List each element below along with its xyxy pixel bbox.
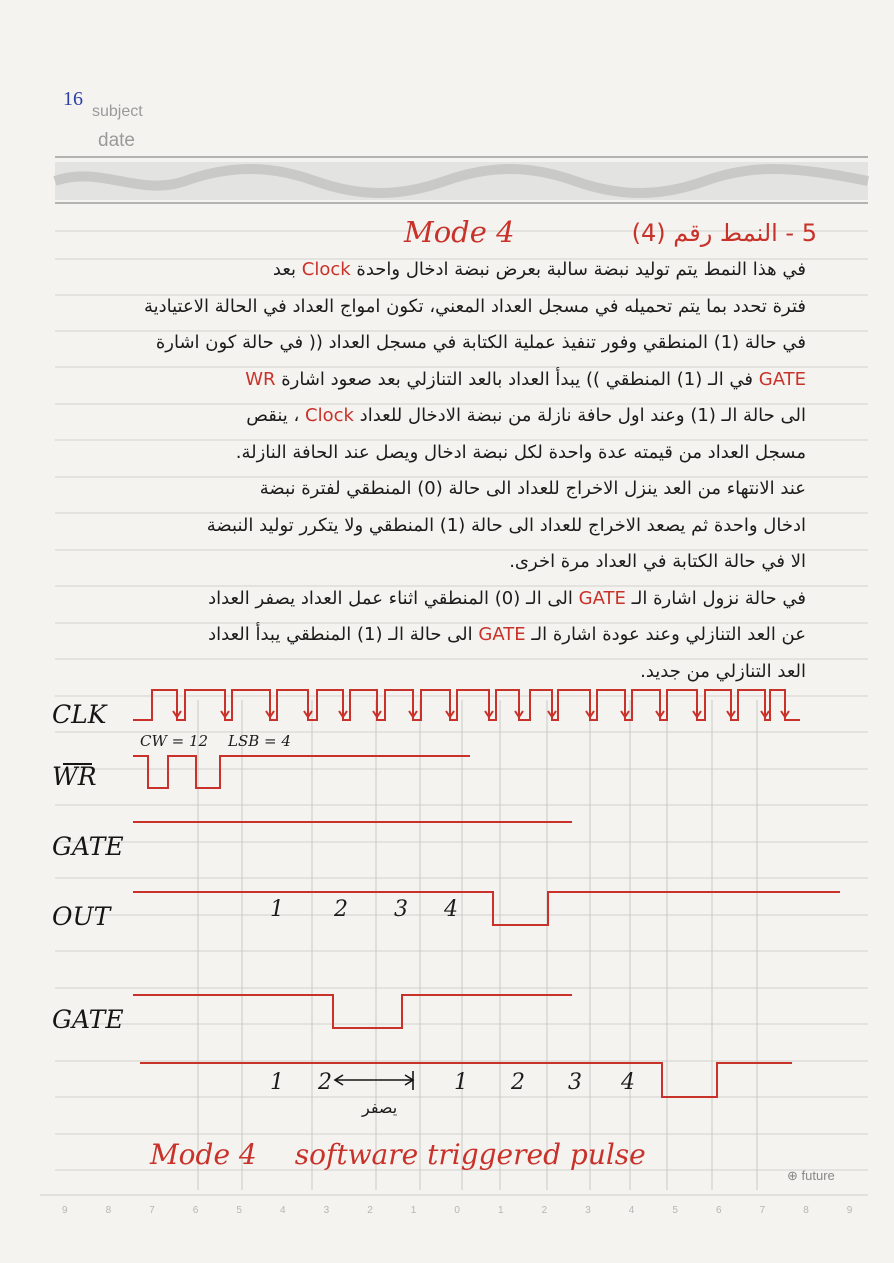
out2-count: 1 — [270, 1070, 284, 1095]
ruler-number: 6 — [716, 1205, 722, 1216]
paragraph-text: فترة تحدد بما يتم تحميله في مسجل العداد المعني، تكون امواج العداد في الحالة الاعتيادية — [143, 295, 806, 317]
paragraph-text: ادخال واحدة ثم يصعد الاخراج للعداد الى حالة (1) المنطقي ولا يتكرر توليد النبضة — [206, 514, 806, 536]
paragraph-text: بعد — [272, 259, 302, 280]
highlighted-term: Clock — [305, 405, 354, 426]
out2-count: 1 — [454, 1070, 468, 1095]
title-english: Mode 4 — [404, 215, 515, 249]
highlighted-term: GATE — [758, 368, 806, 390]
paragraph-text: الى الـ (0) المنطقي اثناء عمل العداد يصفر العداد — [208, 587, 579, 609]
paragraph-text: في حالة (1) المنطقي وفور تنفيذ عملية الكتابة في مسجل العداد (( في حالة كون اشارة — [155, 332, 806, 353]
wr-waveform — [133, 756, 470, 788]
paragraph-text: الى حالة الـ (1) وعند اول حافة نازلة من نبضة الادخال للعداد — [353, 405, 806, 426]
diagram-caption — [150, 1138, 646, 1171]
ruler-number: 3 — [323, 1205, 330, 1216]
reset-arrow — [335, 1071, 413, 1090]
page-number: 16 — [63, 88, 83, 110]
date-label: date — [98, 130, 135, 151]
out2-count: 4 — [621, 1070, 635, 1095]
paragraph-text: ، ينقص — [246, 405, 306, 426]
out2-count: 3 — [568, 1070, 582, 1095]
out-count: 3 — [394, 897, 408, 922]
paragraph-text: في الـ (1) المنطقي )) يبدأ العداد بالعد التنازلي بعد صعود اشارة — [275, 368, 759, 390]
out2-count: 2 — [511, 1070, 525, 1095]
ruler-number: 3 — [585, 1205, 591, 1216]
subject-label: subject — [92, 103, 143, 120]
caption-description: software triggered pulse — [294, 1138, 646, 1171]
signal-label-gate-2: GATE — [52, 1005, 124, 1034]
ruler-number: 9 — [846, 1205, 853, 1216]
ruler-number: 7 — [759, 1205, 766, 1216]
out-count: 2 — [334, 897, 348, 922]
signal-label-clk: CLK — [52, 700, 107, 729]
reset-label: يصفر — [362, 1098, 398, 1117]
highlighted-term: GATE — [478, 624, 526, 645]
ruler-number: 5 — [236, 1205, 242, 1216]
ruler-number: 4 — [628, 1205, 635, 1216]
brand-logo: ⊕ future — [787, 1168, 835, 1183]
paragraph-text: في هذا النمط يتم توليد نبضة سالبة بعرض نبضة ادخال واحدة — [350, 259, 806, 280]
signal-label-out: OUT — [52, 902, 111, 931]
out-count: 4 — [444, 897, 458, 922]
paragraph-text: الا في حالة الكتابة في العداد مرة اخرى. — [509, 551, 806, 572]
title-arabic: 5 - النمط رقم (4) — [631, 219, 817, 247]
out-count: 1 — [270, 897, 284, 922]
highlighted-term: Clock — [301, 259, 351, 280]
clk-waveform — [133, 690, 800, 720]
ruler-number: 7 — [149, 1205, 155, 1216]
ruler-number: 6 — [192, 1205, 199, 1216]
paragraph-text: الى حالة الـ (1) المنطقي يبدأ العداد — [208, 624, 479, 645]
signal-label-wr: WR — [52, 762, 97, 791]
paragraph-text: مسجل العداد من قيمته عدة واحدة لكل نبضة ادخال ويصل عند الحافة النازلة. — [235, 441, 806, 463]
clk-arrows — [173, 700, 789, 717]
ruler-number: 1 — [410, 1205, 417, 1216]
out2-count: 2 — [318, 1070, 332, 1095]
paragraph-text: في حالة نزول اشارة الـ — [625, 587, 806, 609]
paragraph-text: عند الانتهاء من العد ينزل الاخراج للعداد الى حالة (0) المنطقي لفترة نبضة — [259, 478, 806, 499]
ruler-number: 1 — [498, 1205, 504, 1216]
caption-mode: Mode 4 — [150, 1138, 257, 1171]
paragraph-text: العد التنازلي من جديد. — [640, 660, 806, 682]
gate2-waveform — [133, 995, 572, 1028]
highlighted-term: GATE — [578, 587, 626, 609]
ruler-number: 0 — [454, 1205, 460, 1216]
paragraph-text: عن العد التنازلي وعند عودة اشارة الـ — [525, 624, 806, 645]
signal-label-gate: GATE — [52, 832, 124, 861]
ruler-number: 2 — [541, 1205, 548, 1216]
lsb-annotation: LSB = 4 — [228, 732, 291, 750]
highlighted-term: WR — [245, 368, 276, 390]
cw-annotation: CW = 12 — [140, 732, 209, 750]
ruler-number: 5 — [672, 1205, 678, 1216]
out-waveform — [133, 892, 840, 925]
ruler-number: 4 — [280, 1205, 286, 1216]
ruler-number: 2 — [367, 1205, 373, 1216]
ruler-number: 8 — [105, 1205, 112, 1216]
ruler-number: 8 — [803, 1205, 809, 1216]
ruler-number: 9 — [62, 1205, 68, 1216]
